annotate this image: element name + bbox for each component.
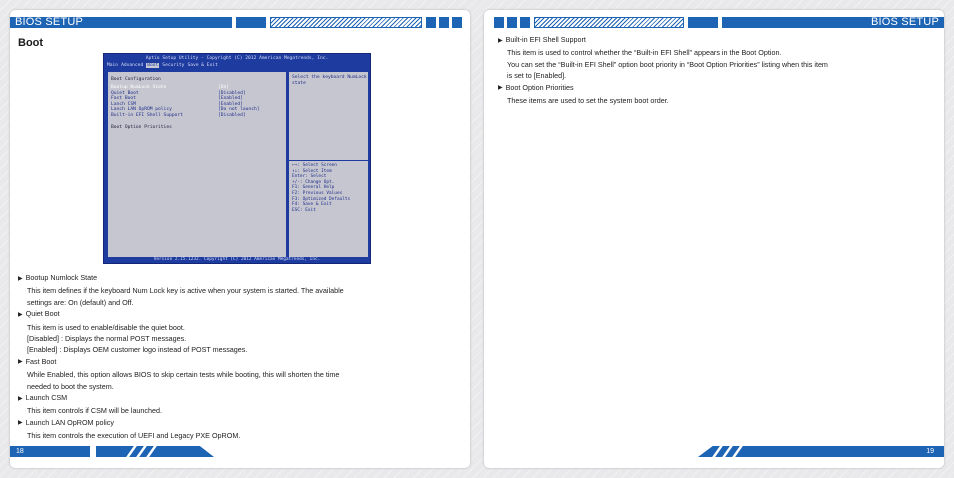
bios-key-legend — [292, 163, 350, 213]
bios-key-hint: +/-: Change Opt. — [292, 179, 335, 185]
bios-key-hint: F3: Optimized Defaults — [292, 196, 351, 202]
item-title: ▶ Boot Option Priorities — [498, 82, 938, 95]
item-title: ▶ Launch CSM — [18, 392, 458, 405]
item-description: This item controls the execution of UEFI and Legacy PXE OpROM. — [27, 431, 241, 441]
header-square — [494, 17, 504, 28]
bios-side-panel — [288, 71, 369, 258]
bios-key-hint: F1: General Help — [292, 185, 335, 191]
bios-key-hint: Enter: Select — [292, 174, 327, 180]
bios-setting-value: [Do not launch] — [218, 107, 260, 112]
bios-main-panel — [107, 71, 287, 258]
item-description: needed to boot the system. — [27, 381, 114, 391]
header-hatch — [270, 17, 422, 28]
bios-key-hint: ↑↓: Select Item — [292, 168, 332, 174]
bios-setting-label: Boot Option Priorities — [111, 125, 172, 130]
bios-setting-label: Bootup NumLock State — [111, 85, 167, 90]
header-hatch — [534, 17, 684, 28]
bios-menu-tab[interactable]: Security — [162, 63, 185, 68]
bios-setting-label: Fast Boot — [111, 96, 136, 101]
item-title: ▶ Fast Boot — [18, 356, 458, 369]
header-title: BIOS SETUP — [870, 16, 939, 28]
bios-setting-value: [Disabled] — [218, 90, 246, 96]
bios-setting-label: Lanch CSM — [111, 101, 136, 107]
bios-key-hint: F2: Previous Values — [292, 190, 343, 196]
item-title: ▶ Bootup Numlock State — [18, 272, 458, 285]
bios-setting-label: Quiet Boot — [111, 90, 139, 96]
bios-menu-tab[interactable]: Advanced — [121, 63, 144, 68]
bios-title: Aptio Setup Utility - Copyright (C) 2012 American Megatrends, Inc. — [145, 56, 329, 61]
bios-setting-label: Boot Configuration — [111, 77, 161, 82]
page-number: 19 — [926, 448, 934, 455]
bios-setting-label: Built-in EFI Shell Support — [111, 112, 183, 118]
header-square — [426, 17, 436, 28]
right-description — [498, 34, 938, 106]
bios-setting-value: [On] — [218, 85, 230, 90]
bios-key-hint: ←→: Select Screen — [292, 163, 337, 168]
header-title: BIOS SETUP — [15, 16, 84, 28]
item-description: [Enabled] : Displays OEM customer logo instead of POST messages. — [27, 345, 248, 355]
page-number: 18 — [16, 448, 24, 455]
header-square — [520, 17, 530, 28]
right-page — [484, 10, 944, 468]
bios-setting-value: [Enabled] — [218, 101, 243, 107]
item-description: is set to [Enabled]. — [507, 71, 567, 81]
item-description: This item is used to control whether the “Built-in EFI Shell” appears in the Boot Option. — [507, 48, 782, 58]
item-description: While Enabled, this option allows BIOS to skip certain tests while booting, this will shorten the time — [27, 370, 340, 380]
bios-menu-tab[interactable]: Save & Exit — [187, 63, 218, 68]
bios-key-hint: ESC: Exit — [292, 207, 316, 213]
item-description: You can set the “Built-in EFI Shell” option boot priority in “Boot Option Priorities” listing when this item — [507, 59, 828, 69]
bios-version: Version 2.15.1232. Copyright (C) 2012 American Megatrends, Inc. — [153, 257, 321, 262]
header-square — [439, 17, 449, 28]
bios-setting-label: Lanch LAN OpROM policy — [111, 107, 172, 112]
bios-screenshot — [103, 53, 371, 264]
item-title: ▶ Launch LAN OpROM policy — [18, 417, 458, 430]
bios-menu — [107, 63, 218, 68]
item-description: These items are used to set the system boot order. — [507, 96, 669, 106]
item-title: ▶ Built-in EFI Shell Support — [498, 34, 938, 47]
header-square — [507, 17, 517, 28]
item-description: settings are: On (default) and Off. — [27, 297, 134, 307]
header-bar-segment — [688, 17, 718, 28]
item-title: ▶ Quiet Boot — [18, 308, 458, 321]
bios-key-hint: F4: Save & Exit — [292, 202, 332, 208]
bios-menu-tab[interactable]: Main — [107, 63, 119, 68]
item-description: This item controls if CSM will be launched. — [27, 406, 163, 416]
header-bar-segment — [236, 17, 266, 28]
bios-help-text: Select the keyboard NumLock state — [292, 75, 367, 86]
left-description — [18, 272, 458, 442]
left-page — [10, 10, 470, 468]
header-square — [452, 17, 462, 28]
item-description: This item is used to enable/disable the quiet boot. — [27, 322, 185, 332]
bios-side-divider — [289, 160, 368, 161]
item-description: [Disabled] : Displays the normal POST messages. — [27, 334, 187, 344]
section-title: Boot — [18, 37, 44, 49]
item-description: This item defines if the keyboard Num Lock key is active when your system is started. The available — [27, 286, 344, 296]
bios-setting-value: [Enabled] — [218, 96, 243, 101]
bios-setting-value: [Disabled] — [218, 112, 246, 118]
bios-menu-tab[interactable]: Boot — [147, 63, 159, 68]
